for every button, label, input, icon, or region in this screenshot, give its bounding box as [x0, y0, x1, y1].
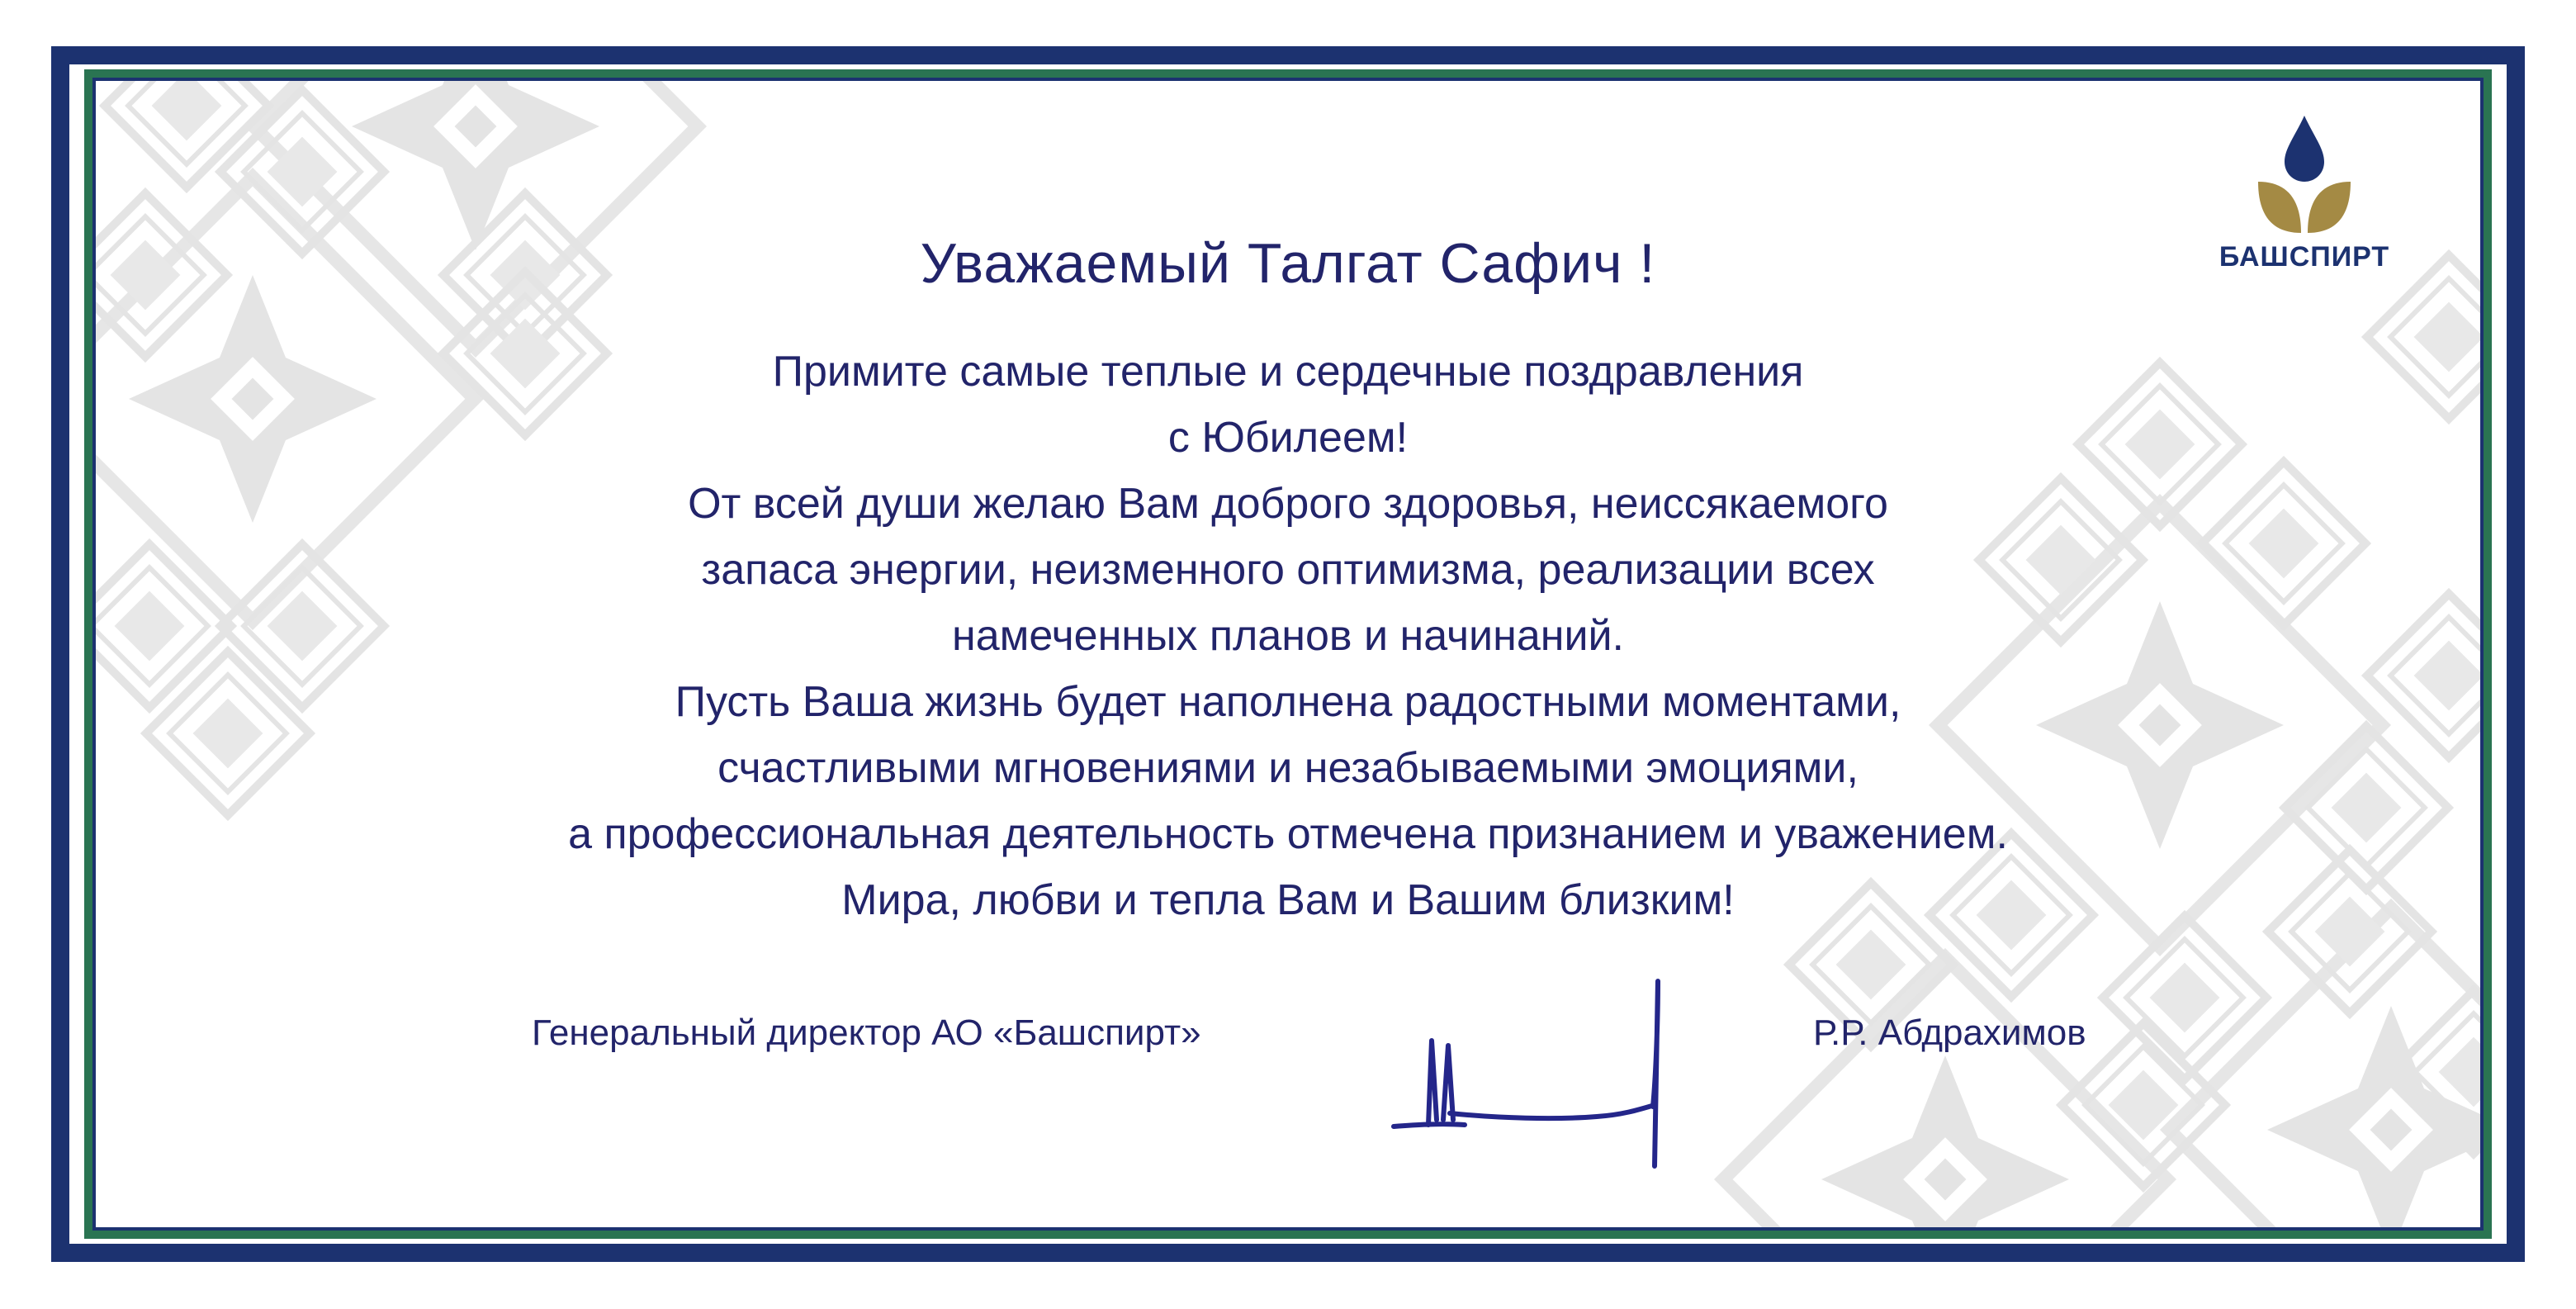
congratulation-text — [96, 339, 2480, 933]
wheat-drop-icon — [2255, 112, 2354, 236]
body-line: От всей души желаю Вам доброго здоровья, неиссякаемого — [688, 480, 1888, 528]
handwritten-signature — [1390, 948, 1787, 1188]
body-line: с Юбилеем! — [1167, 414, 1409, 462]
body-line: Мира, любви и тепла Вам и Вашим близким! — [841, 876, 1735, 924]
signer-title: Генеральный директор АО «Башспирт» — [532, 1013, 1201, 1053]
signer-name: Р.Р. Абдрахимов — [1813, 1013, 2086, 1053]
greeting-heading: Уважаемый Талгат Сафич ! — [920, 232, 1656, 295]
logo-wordmark: БАШСПИРТ — [2218, 241, 2390, 273]
body-line: Примите самые теплые и сердечные поздравления — [772, 348, 1804, 396]
body-line: намеченных планов и начинаний. — [952, 612, 1624, 660]
body-line: а профессиональная деятельность отмечена признанием и уважением. — [568, 810, 2008, 858]
body-line: запаса энергии, неизменного оптимизма, реализации всех — [701, 546, 1875, 594]
body-line: Пусть Ваша жизнь будет наполнена радостными моментами, — [675, 678, 1901, 726]
card-content — [96, 81, 2480, 1227]
body-line: счастливыми мгновениями и незабываемыми эмоциями, — [717, 744, 1859, 792]
